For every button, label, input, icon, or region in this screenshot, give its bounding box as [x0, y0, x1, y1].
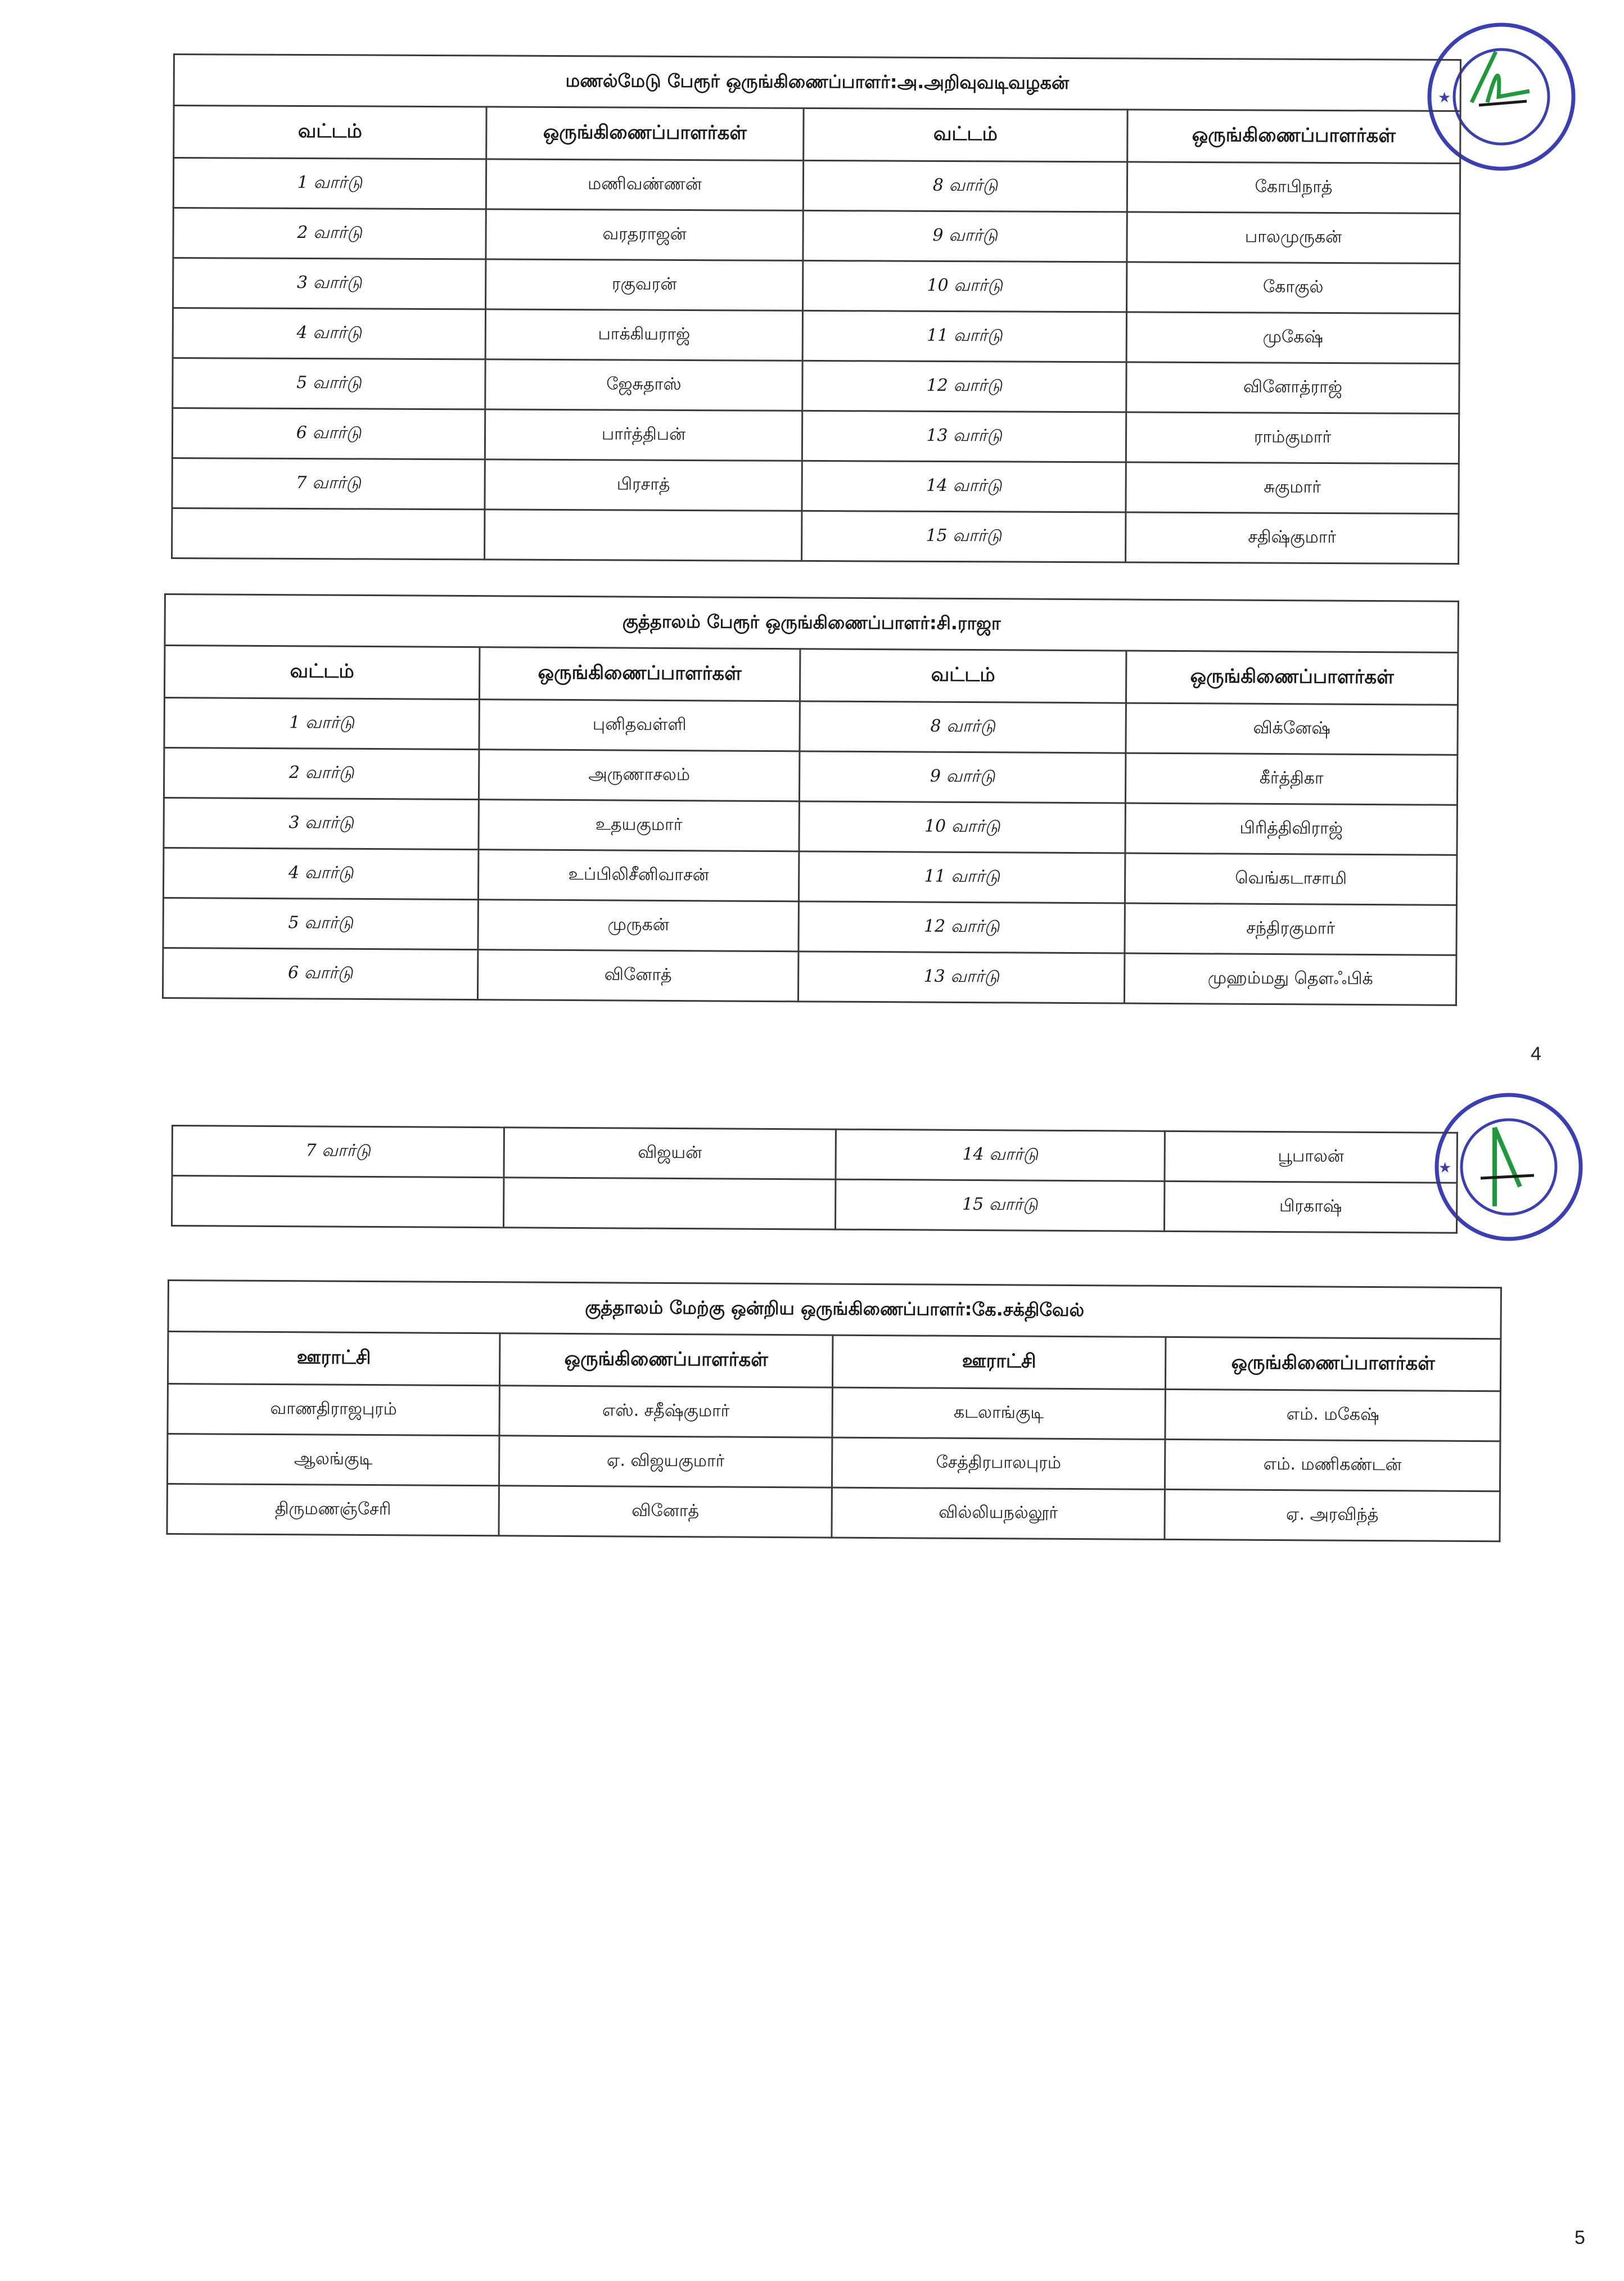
- table-row: [167, 1434, 1500, 1491]
- table-row: [173, 308, 1459, 364]
- page-number: 4: [1531, 1043, 1541, 1065]
- column-header: ஒருங்கிணைப்பாளர்கள்: [499, 1333, 833, 1387]
- coordinator-cell: அருணாசலம்: [479, 750, 799, 801]
- table-row: [168, 1384, 1500, 1441]
- table-row: [164, 748, 1457, 805]
- ward-cell: 2 வார்டு: [173, 208, 486, 259]
- ward-cell: [172, 508, 485, 559]
- table-row: [167, 1484, 1500, 1541]
- seal-emblem: [1437, 1095, 1581, 1239]
- table-row: [164, 698, 1458, 755]
- ward-cell: 6 வார்டு: [163, 948, 477, 999]
- svg-text:★: ★: [1438, 1160, 1452, 1176]
- coordinator-cell: [503, 1178, 835, 1229]
- ward-cell: 8 வார்டு: [800, 701, 1126, 753]
- coordinator-cell: பார்த்திபன்: [485, 409, 802, 461]
- table-row: [173, 258, 1460, 314]
- table-row: [163, 848, 1456, 905]
- column-header: ஒருங்கிணைப்பாளர்கள்: [486, 107, 804, 160]
- table-row: [172, 408, 1459, 464]
- ward-cell: 11 வார்டு: [802, 310, 1126, 362]
- coordinator-cell: முஹம்மது தௌஃபிக்: [1124, 953, 1456, 1005]
- coordinator-cell: பூபாலன்: [1165, 1131, 1457, 1183]
- table-row: [172, 508, 1459, 564]
- coordinator-cell: வெங்கடாசாமி: [1125, 853, 1457, 905]
- panchayat-cell: திருமணஞ்சேரி: [167, 1484, 499, 1536]
- column-header: ஒருங்கிணைப்பாளர்கள்: [1126, 651, 1458, 705]
- panchayat-cell: சேத்திரபாலபுரம்: [832, 1437, 1165, 1489]
- ward-cell: 10 வார்டு: [803, 260, 1127, 312]
- coordinator-cell: உப்பிலிசீனிவாசன்: [478, 850, 799, 901]
- coordinator-cell: எம். மணிகண்டன்: [1165, 1439, 1500, 1491]
- coordinator-cell: உதயகுமார்: [479, 800, 799, 851]
- panchayat-cell: வாணதிராஜபுரம்: [168, 1384, 499, 1436]
- coordinator-cell: பிரித்திவிராஜ்: [1125, 803, 1458, 855]
- ward-cell: 11 வார்டு: [799, 851, 1125, 903]
- panchayat-cell: ஆலங்குடி: [167, 1434, 499, 1486]
- ward-cell: 13 வார்டு: [802, 411, 1126, 462]
- coordinator-cell: கோபிநாத்: [1127, 162, 1460, 214]
- table-row: [163, 898, 1456, 955]
- coordinator-cell: வினோத்: [477, 950, 798, 1002]
- ward-cell: 9 வார்டு: [803, 210, 1127, 262]
- column-header: வட்டம்: [800, 649, 1126, 703]
- page-number: 5: [1575, 2227, 1585, 2248]
- coordinator-cell: பிரகாஷ்: [1164, 1181, 1456, 1233]
- ward-cell: 1 வார்டு: [173, 158, 486, 209]
- table-title: குத்தாலம் மேற்கு ஒன்றிய ஒருங்கிணைப்பாளர்:கே.சக்திவேல்: [168, 1281, 1501, 1339]
- column-header: ஒருங்கிணைப்பாளர்கள்: [1127, 110, 1460, 164]
- coordinator-cell: புனிதவள்ளி: [479, 700, 800, 751]
- ward-cell: 2 வார்டு: [164, 748, 479, 800]
- ward-cell: 13 வார்டு: [798, 952, 1124, 1003]
- column-header: ஊராட்சி: [168, 1332, 500, 1386]
- coordinator-cell: வினோத்ராஜ்: [1126, 362, 1459, 414]
- column-header: வட்டம்: [174, 106, 486, 159]
- column-header: ஊராட்சி: [832, 1335, 1166, 1389]
- column-header: வட்டம்: [804, 108, 1127, 162]
- ward-cell: 3 வார்டு: [173, 258, 486, 309]
- table-row: [172, 1126, 1457, 1183]
- ward-cell: 14 வார்டு: [802, 461, 1126, 512]
- coordinator-cell: பாலமுருகன்: [1127, 212, 1460, 264]
- coordinator-cell: மணிவண்ணன்: [486, 159, 803, 210]
- ward-cell: 5 வார்டு: [163, 898, 478, 949]
- coordinator-cell: சதிஷ்குமார்: [1126, 512, 1459, 564]
- coordinator-cell: பாக்கியராஜ்: [485, 309, 802, 360]
- coordinator-cell: விக்னேஷ்: [1126, 703, 1458, 755]
- ward-cell: 12 வார்டு: [802, 360, 1126, 412]
- coordinator-cell: வரதராஜன்: [486, 209, 803, 260]
- coordinator-cell: விஜயன்: [504, 1128, 836, 1179]
- ward-cell: 7 வார்டு: [172, 1126, 504, 1178]
- ward-cell: 15 வார்டு: [835, 1179, 1164, 1231]
- table-kuthalam-town: [162, 593, 1459, 1006]
- coordinator-cell: எம். மகேஷ்: [1165, 1389, 1500, 1441]
- table-row: [172, 1176, 1456, 1233]
- table-title: மணல்மேடு பேரூர் ஒருங்கிணைப்பாளர்:அ.அறிவுவடிவழகன்: [174, 55, 1460, 111]
- ward-cell: 15 வார்டு: [802, 511, 1126, 562]
- ward-cell: 5 வார்டு: [173, 358, 485, 409]
- table-row: [173, 358, 1459, 414]
- table-row: [173, 158, 1460, 214]
- coordinator-cell: [485, 510, 802, 561]
- ward-cell: 4 வார்டு: [173, 308, 485, 359]
- coordinator-cell: ஜேசுதாஸ்: [485, 359, 802, 411]
- table-row: [172, 458, 1459, 513]
- table-manalmedu: [171, 53, 1461, 565]
- ward-cell: 3 வார்டு: [164, 798, 479, 850]
- column-header: ஒருங்கிணைப்பாளர்கள்: [479, 647, 800, 701]
- ward-cell: 1 வார்டு: [164, 698, 479, 750]
- table-kuthalam-west-union: [166, 1279, 1501, 1542]
- ward-cell: 7 வார்டு: [172, 458, 485, 509]
- coordinator-cell: ரகுவரன்: [486, 259, 803, 310]
- ward-cell: 14 வார்டு: [836, 1129, 1165, 1181]
- ward-cell: [172, 1176, 503, 1228]
- coordinator-cell: ஏ. அரவிந்த்: [1165, 1489, 1500, 1541]
- ward-cell: 8 வார்டு: [803, 160, 1127, 212]
- coordinator-cell: வினோத்: [499, 1486, 832, 1538]
- ward-cell: 6 வார்டு: [172, 408, 485, 459]
- coordinator-cell: பிரசாத்: [485, 459, 802, 511]
- table-title: குத்தாலம் பேரூர் ஒருங்கிணைப்பாளர்:சி.ராஜா: [165, 594, 1458, 653]
- coordinator-cell: முருகன்: [478, 900, 799, 952]
- table-row: [163, 948, 1456, 1005]
- coordinator-cell: கோகுல்: [1127, 262, 1460, 314]
- coordinator-cell: முகேஷ்: [1126, 312, 1459, 364]
- table-row: [164, 798, 1457, 855]
- panchayat-cell: வில்லியநல்லூர்: [832, 1487, 1165, 1539]
- column-header: வட்டம்: [164, 646, 480, 700]
- ward-cell: 9 வார்டு: [799, 751, 1125, 803]
- svg-text:★: ★: [1438, 89, 1451, 106]
- coordinator-cell: ஏ. விஜயகுமார்: [499, 1436, 832, 1487]
- coordinator-cell: எஸ். சதீஷ்குமார்: [499, 1386, 832, 1437]
- panchayat-cell: கடலாங்குடி: [832, 1387, 1165, 1439]
- ward-cell: 4 வார்டு: [163, 848, 478, 900]
- coordinator-cell: ராம்குமார்: [1126, 412, 1459, 464]
- coordinator-cell: கீர்த்திகா: [1125, 753, 1458, 805]
- coordinator-cell: சந்திரகுமார்: [1125, 903, 1457, 955]
- column-header: ஒருங்கிணைப்பாளர்கள்: [1165, 1337, 1501, 1391]
- ward-cell: 12 வார்டு: [799, 901, 1125, 953]
- ward-cell: 10 வார்டு: [799, 801, 1125, 853]
- table-kuthalam-town-continued: [171, 1125, 1458, 1234]
- table-row: [173, 208, 1460, 264]
- coordinator-cell: சுகுமார்: [1126, 462, 1459, 514]
